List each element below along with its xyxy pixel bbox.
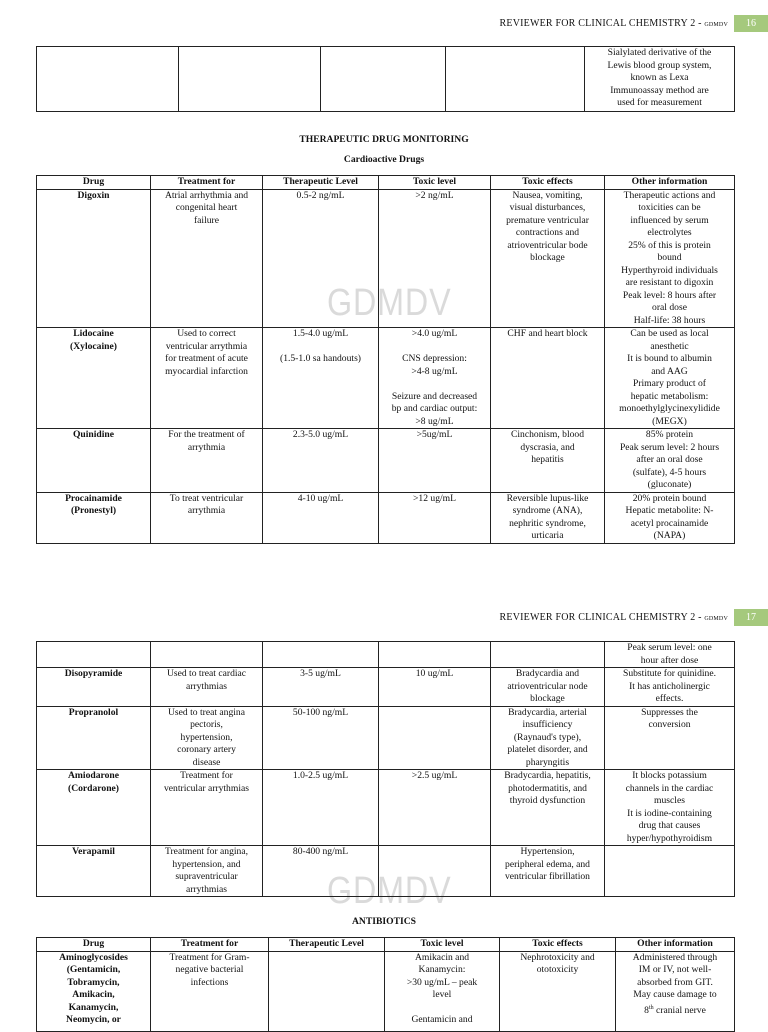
column-header: Toxic effects (500, 938, 616, 952)
other-info-cell: Therapeutic actions and toxicities can be influenced by serum electrolytes 25% of this is protein bound Hyperthyroid individuals are resistant to digoxin Peak level: 8 hours after oral dose Half-life: 38 hours (605, 189, 735, 328)
therapeutic-level-cell: 50-100 ng/mL (263, 706, 379, 770)
table-row (37, 429, 735, 493)
other-info-cell (605, 846, 735, 897)
toxic-level-cell (379, 642, 491, 668)
treatment-cell: Used to treat cardiac arrythmias (151, 668, 263, 707)
other-info-cell: Administered through IM or IV, not well- absorbed from GIT. May cause damage to 8th cranial nerve (616, 951, 735, 1031)
table-row (37, 328, 735, 429)
page-header (500, 609, 768, 626)
toxic-effects-cell: Cinchonism, blood dyscrasia, and hepatitis (491, 429, 605, 493)
table-row (37, 706, 735, 770)
toxic-level-cell: Amikacin and Kanamycin: >30 ug/mL – peak level Gentamicin and (385, 951, 500, 1031)
toxic-level-cell: >2.5 ug/mL (379, 770, 491, 846)
toxic-effects-cell (491, 642, 605, 668)
toxic-effects-cell: Bradycardia, hepatitis, photodermatitis, and thyroid dysfunction (491, 770, 605, 846)
toxic-effects-cell: CHF and heart block (491, 328, 605, 429)
column-header: Toxic level (379, 176, 491, 190)
therapeutic-level-cell: 1.5-4.0 ug/mL (1.5-1.0 sa handouts) (263, 328, 379, 429)
treatment-cell: Used to correct ventricular arrythmia for treatment of acute myocardial infarction (151, 328, 263, 429)
column-header: Treatment for (151, 176, 263, 190)
table-row (37, 492, 735, 543)
other-info-cell: Can be used as local anesthetic It is bound to albumin and AAG Primary product of hepatic metabolism: monoethylglycinexylidide (MEGX) (605, 328, 735, 429)
subsection-title: Cardioactive Drugs (343, 154, 425, 165)
toxic-effects-cell: Bradycardia and atrioventricular node blockage (491, 668, 605, 707)
treatment-cell: Treatment for Gram- negative bacterial infections (151, 951, 269, 1031)
column-header: Therapeutic Level (263, 176, 379, 190)
table-row (37, 951, 735, 1031)
treatment-cell: Atrial arrhythmia and congenital heart failure (151, 189, 263, 328)
drug-name: Procainamide (Pronestyl) (37, 492, 151, 543)
toxic-effects-cell: Reversible lupus-like syndrome (ANA), nephritic syndrome, urticaria (491, 492, 605, 543)
therapeutic-level-cell: 3-5 ug/mL (263, 668, 379, 707)
other-info-cell: Suppresses the conversion (605, 706, 735, 770)
drug-name: Disopyramide (37, 668, 151, 707)
table-header-row (37, 938, 735, 952)
column-header: Drug (37, 176, 151, 190)
other-info-cell: Substitute for quinidine. It has anticholinergic effects. (605, 668, 735, 707)
treatment-cell: Used to treat angina pectoris, hypertension, coronary artery disease (151, 706, 263, 770)
column-header: Toxic level (385, 938, 500, 952)
header-title: REVIEWER FOR CLINICAL CHEMISTRY 2 - GDMDV (499, 18, 728, 29)
toxic-level-cell: >12 ug/mL (379, 492, 491, 543)
table-header-row (37, 176, 735, 190)
treatment-cell: To treat ventricular arrythmia (151, 492, 263, 543)
page-number-badge: 17 (734, 609, 768, 626)
page-number-badge: 16 (734, 15, 768, 32)
toxic-level-cell (379, 706, 491, 770)
antibiotics-table (36, 937, 735, 1032)
table-row (37, 642, 735, 668)
other-info-cell: 20% protein bound Hepatic metabolite: N- acetyl procainamide (NAPA) (605, 492, 735, 543)
header-title: REVIEWER FOR CLINICAL CHEMISTRY 2 - GDMDV (499, 612, 728, 623)
watermark: GDMDV (327, 282, 452, 324)
watermark: GDMDV (327, 870, 452, 912)
toxic-effects-cell: Hypertension, peripheral edema, and ventricular fibrillation (491, 846, 605, 897)
toxic-effects-cell: Nephrotoxicity and ototoxicity (500, 951, 616, 1031)
drug-name: Propranolol (37, 706, 151, 770)
treatment-cell: For the treatment of arrythmia (151, 429, 263, 493)
therapeutic-level-cell: 2.3-5.0 ug/mL (263, 429, 379, 493)
drug-name: Digoxin (37, 189, 151, 328)
column-header: Other information (605, 176, 735, 190)
page-header (500, 15, 768, 32)
column-header: Other information (616, 938, 735, 952)
therapeutic-level-cell (263, 642, 379, 668)
therapeutic-level-cell: 80-400 ng/mL (263, 846, 379, 897)
table-row (37, 770, 735, 846)
toxic-level-cell: >4.0 ug/mL CNS depression: >4-8 ug/mL Seizure and decreased bp and cardiac output: >8 ug/mL (379, 328, 491, 429)
table-row (37, 668, 735, 707)
continued-table-top (36, 46, 735, 112)
table-cell: Sialylated derivative of the Lewis blood group system, known as Lexa Immunoassay method are used for measurement (585, 47, 735, 112)
toxic-level-cell: >5ug/mL (379, 429, 491, 493)
drug-name: Lidocaine (Xylocaine) (37, 328, 151, 429)
cardioactive-drugs-table-continued (36, 641, 735, 897)
column-header: Therapeutic Level (269, 938, 385, 952)
drug-name (37, 642, 151, 668)
section-title: THERAPEUTIC DRUG MONITORING (299, 134, 469, 145)
cardioactive-drugs-table (36, 175, 735, 544)
column-header: Toxic effects (491, 176, 605, 190)
other-info-cell: It blocks potassium channels in the cardiac muscles It is iodine-containing drug that causes hyper/hypothyroidism (605, 770, 735, 846)
table-row (37, 846, 735, 897)
drug-name: Quinidine (37, 429, 151, 493)
toxic-level-cell (379, 846, 491, 897)
therapeutic-level-cell (269, 951, 385, 1031)
other-info-cell: Peak serum level: one hour after dose (605, 642, 735, 668)
table-row (37, 47, 735, 112)
treatment-cell (151, 642, 263, 668)
page-17 (0, 600, 768, 1024)
column-header: Treatment for (151, 938, 269, 952)
drug-name: Verapamil (37, 846, 151, 897)
toxic-effects-cell: Bradycardia, arterial insufficiency (Raynaud's type), platelet disorder, and pharyngitis (491, 706, 605, 770)
drug-name: Amiodarone (Cordarone) (37, 770, 151, 846)
toxic-level-cell: 10 ug/mL (379, 668, 491, 707)
treatment-cell: Treatment for ventricular arrythmias (151, 770, 263, 846)
antibiotics-title: ANTIBIOTICS (352, 916, 416, 927)
treatment-cell: Treatment for angina, hypertension, and supraventricular arrythmias (151, 846, 263, 897)
drug-name: Aminoglycosides (Gentamicin, Tobramycin, Amikacin, Kanamycin, Neomycin, or (37, 951, 151, 1031)
therapeutic-level-cell: 4-10 ug/mL (263, 492, 379, 543)
column-header: Drug (37, 938, 151, 952)
therapeutic-level-cell: 1.0-2.5 ug/mL (263, 770, 379, 846)
other-info-cell: 85% protein Peak serum level: 2 hours after an oral dose (sulfate), 4-5 hours (gluconate) (605, 429, 735, 493)
therapeutic-level-cell: 0.5-2 ng/mL (263, 189, 379, 328)
table-row (37, 189, 735, 328)
toxic-level-cell: >2 ng/mL (379, 189, 491, 328)
toxic-effects-cell: Nausea, vomiting, visual disturbances, premature ventricular contractions and atrioventricular bode blockage (491, 189, 605, 328)
